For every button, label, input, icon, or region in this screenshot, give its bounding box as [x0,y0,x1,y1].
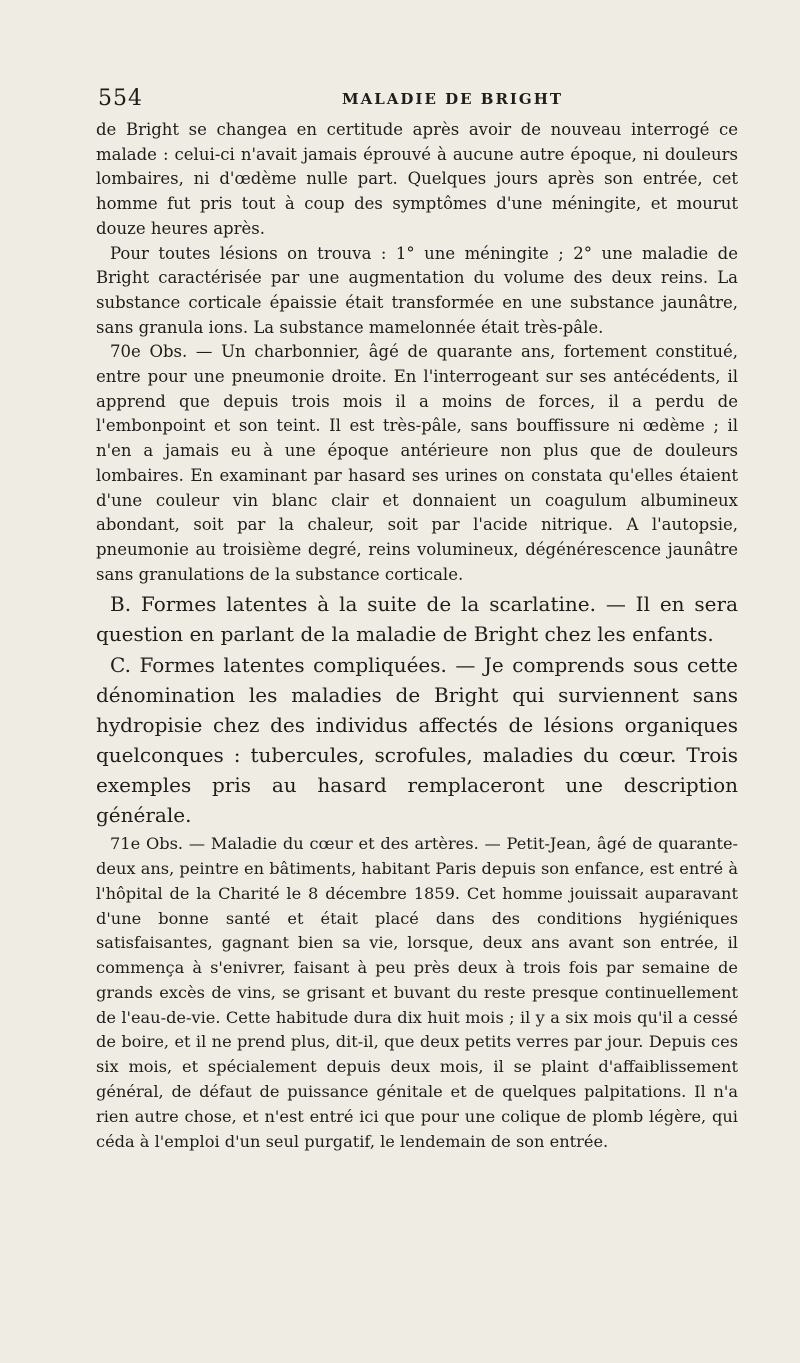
running-title: MALADIE DE BRIGHT [342,90,564,108]
page-header [96,86,738,110]
paragraph-lesions: Pour toutes lésions on trouva : 1° une méningite ; 2° une maladie de Bright caractérisée par une augmentation du volume des deux reins. La substance corticale épaissie était transformée en une substance jaunâtre, sans granula ions. La substance mamelonnée était très-pâle. [96,243,738,337]
paragraph-section-b: B. Formes latentes à la suite de la scarlatine. — Il en sera question en parlant de la maladie de Bright chez les enfants. [96,592,738,647]
book-page [96,86,738,1154]
paragraph-observation-71: 71e Obs. — Maladie du cœur et des artères. — Petit-Jean, âgé de quarante-deux ans, peintre en bâtiments, habitant Paris depuis son enfance, est entré à l'hôpital de la Charité le 8 décembre 1859. Cet homme jouissait auparavant d'une bonne santé et était placé dans des conditions hygiéniques satisfaisantes, gagnant bien sa vie, lorsque, deux ans avant son entrée, il commença à s'enivrer, faisant à peu près deux à trois fois par semaine de grands excès de vins, se grisant et buvant du reste presque continuellement de l'eau-de-vie. Cette habitude dura dix huit mois ; il y a six mois qu'il a cessé de boire, et il ne prend plus, dit-il, que deux petits verres par jour. Depuis ces six mois, et spécialement depuis deux mois, il se plaint d'affaiblissement général, de défaut de puissance génitale et de quelques palpitations. Il n'a rien autre chose, et n'est entré ici que pour une colique de plomb légère, qui céda à l'emploi d'un seul purgatif, le lendemain de son entrée. [96,834,738,1151]
page-number: 554 [98,86,143,111]
paragraph-observation-70: 70e Obs. — Un charbonnier, âgé de quarante ans, fortement constitué, entre pour une pneumonie droite. En l'interrogeant sur ses antécédents, il apprend que depuis trois mois il a moins de forces, il a perdu de l'embonpoint et son teint. Il est très-pâle, sans bouffissure ni œdème ; il n'en a jamais eu à une époque antérieure non plus que de douleurs lombaires. En examinant par hasard ses urines on constata qu'elles étaient d'une couleur vin blanc clair et donnaient un coagulum albumineux abondant, soit par la chaleur, soit par l'acide nitrique. A l'autopsie, pneumonie au troisième degré, reins volumineux, dégénérescence jaunâtre sans granulations de la substance corticale. [96,342,738,584]
paragraph-continuation: de Bright se changea en certitude après avoir de nouveau interrogé ce malade : celui-ci n'avait jamais éprouvé à aucune autre époque, ni douleurs lombaires, ni d'œdème nulle part. Quelques jours après son entrée, cet homme fut pris tout à coup des symptômes d'une méningite, et mourut douze heures après. [96,120,738,238]
paragraph-section-c: C. Formes latentes compliquées. — Je comprends sous cette dénomination les maladies de Bright qui surviennent sans hydropisie chez des individus affectés de lésions organiques quelconques : tubercules, scrofules, maladies du cœur. Trois exemples pris au hasard remplaceront une description générale. [96,652,738,828]
